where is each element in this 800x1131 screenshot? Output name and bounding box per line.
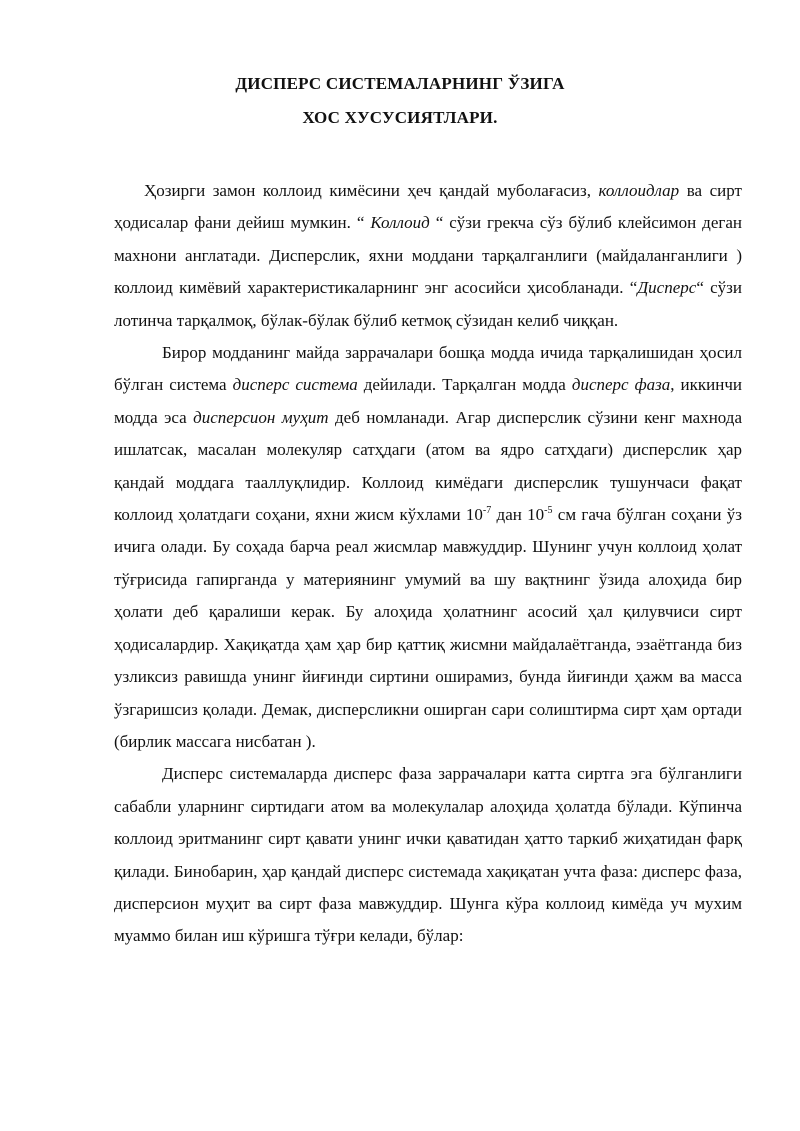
text-run: см гача бўлган соҳани ўз ичига олади. Бу соҳада барча реал жисмлар мавжуддир. Шунинг учун коллоид ҳолат тўғрисида гапирганда у материянинг умумий ва шу вақтнинг ўзида алоҳида бир ҳолати деб қаралиши керак. Бу алоҳида ҳолатнинг асосий ҳал қилувчиси сирт ҳодисалардир. Хақиқатда ҳам ҳар бир қаттиқ жисмни майдалаётганда, эзаётганда биз узликсиз равишда унинг йиғинди сиртини оширамиз, бунда йиғинди ҳажм ва масса ўзгаришсиз қолади. Демак, дисперсликни оширган сари солиштирма сирт ҳам ортади (бирлик массага нисбатан ). — [114, 505, 742, 751]
text-run: Ҳозирги замон коллоид кимёсини ҳеч қандай муболағасиз, — [144, 181, 599, 200]
title-line-2: ХОС ХУСУСИЯТЛАРИ. — [302, 108, 498, 127]
italic-term: коллоидлар — [598, 181, 680, 200]
paragraph-1 — [114, 175, 742, 337]
italic-term: дисперс фаза — [571, 375, 671, 395]
paragraph-2 — [114, 337, 742, 758]
italic-term: Коллоид — [370, 213, 430, 233]
text-run: дейилади. Тарқалган модда — [357, 375, 572, 395]
italic-term: Дисперс — [637, 278, 697, 298]
italic-term: дисперс система — [232, 375, 358, 395]
text-run: деб номланади. Агар дисперслик сўзини кенг махнода ишлатсак, масалан молекуляр сатҳдаги (атом ва ядро сатҳдаги) дисперслик ҳар қандай моддага тааллуқлидир. Коллоид кимёдаги дисперслик тушунчаси фақат коллоид ҳолатдаги соҳани, яхни жисм кўхлами 10 — [114, 407, 743, 525]
superscript: -5 — [544, 505, 553, 517]
italic-term: дисперсион муҳит — [193, 407, 329, 427]
superscript: -7 — [482, 505, 492, 517]
text-run: Дисперс системаларда дисперс фаза заррачалари катта сиртга эга бўлганлиги сабабли уларнинг сиртидаги атом ва молекулалар алоҳида ҳолатда бўлади. Кўпинча коллоид эритманинг сирт қавати унинг ички қаватидан ҳатто таркиб жиҳатидан фарқ қилади. Бинобарин, ҳар қандай дисперс системада хақиқатан учта фаза: дисперс фаза, дисперсион муҳит ва сирт фаза мавжуддир. Шунга кўра коллоид кимёда уч мухим муаммо билан иш кўришга тўғри келади, бўлар: — [114, 764, 742, 946]
paragraph-3 — [114, 758, 742, 952]
document-body — [114, 175, 742, 953]
text-run: Бирор модданинг майда заррачалари бошқа модда ичида тарқалишидан ҳосил бўлган система — [114, 343, 742, 395]
text-run: “ сўзи лотинча тарқалмоқ, бўлак-бўлак бўлиб кетмоқ сўзидан келиб чиққан. — [114, 278, 742, 330]
text-run: , иккинчи модда эса — [114, 375, 743, 427]
text-run: ва сирт ҳодисалар фани дейиш мумкин. “ — [114, 181, 742, 233]
text-run: дан 10 — [491, 505, 545, 525]
text-run: “ сўзи грекча сўз бўлиб клейсимон деган махнони англатади. Дисперслик, яхни моддани тарқалганлиги (майдаланганлиги ) коллоид кимёвий характеристикаларнинг энг асосийси ҳисобланади. “ — [114, 213, 742, 298]
title-line-1: ДИСПЕРС СИСТЕМАЛАРНИНГ ЎЗИГА — [235, 74, 565, 93]
